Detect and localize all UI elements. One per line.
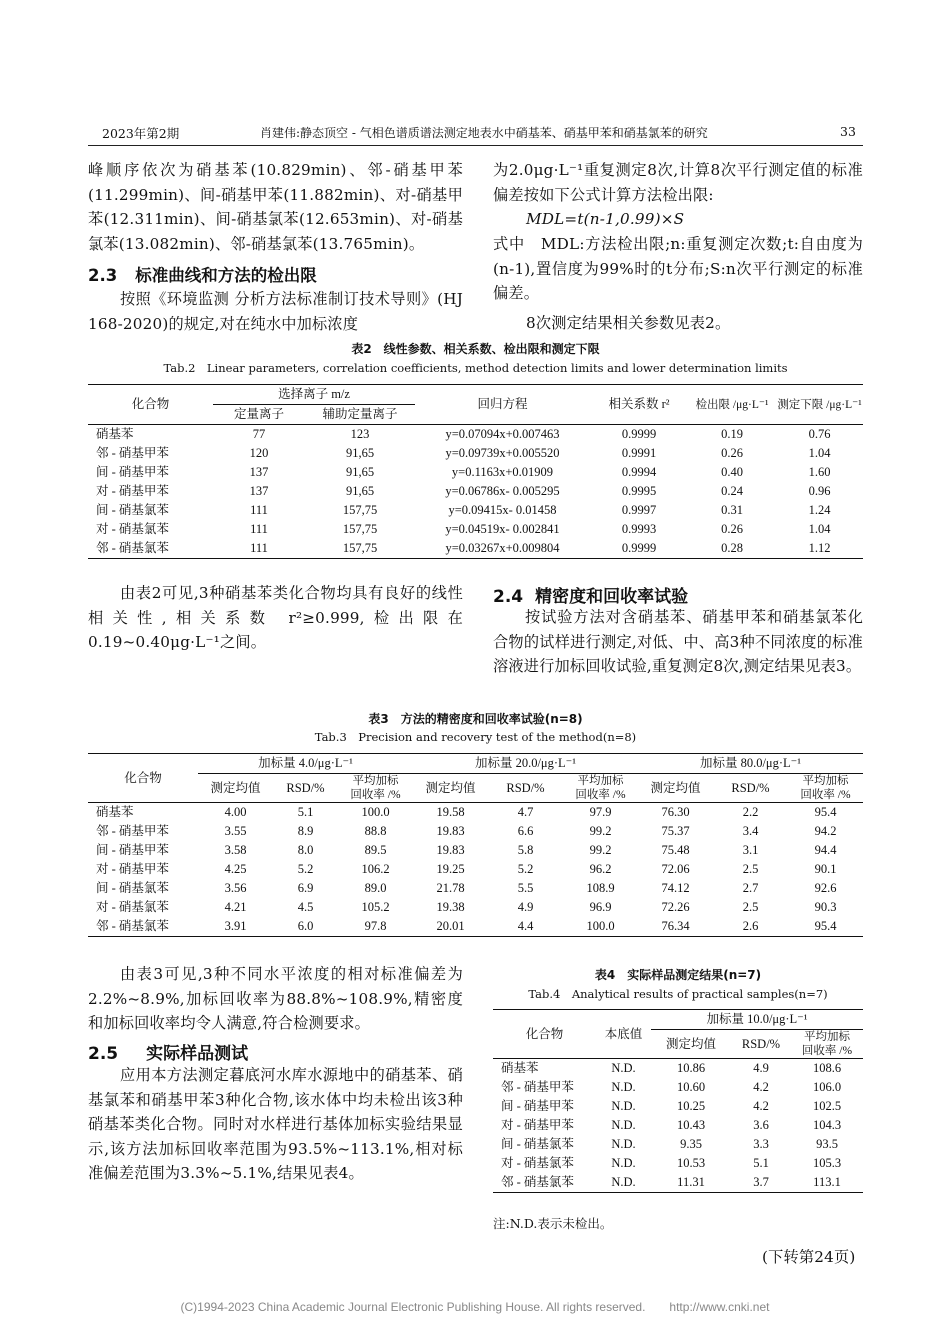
table-cell: 邻 - 硝基甲苯 [96,446,169,460]
table-cell: 111 [250,541,268,555]
table-cell: 硝基苯 [96,427,134,441]
table-cell: 间 - 硝基甲苯 [501,1099,574,1113]
table-cell: 1.60 [808,465,831,479]
table-cell: 10.86 [676,1061,706,1075]
table-cell: 4.21 [224,900,247,914]
section-title: 精密度和回收率试验 [535,587,689,607]
table-cell: N.D. [611,1080,636,1094]
table-cell: 3.7 [753,1175,769,1189]
table-cell: 0.28 [721,541,743,555]
table-cell: 76.34 [661,919,690,933]
table-cell: 96.9 [589,900,612,914]
table-cell: 137 [249,484,269,498]
table-cell: 157,75 [342,503,378,517]
table-cell: 5.2 [297,862,314,876]
table-cell: 4.4 [517,919,534,933]
table-cell: 0.24 [721,484,743,498]
table-cell: N.D. [611,1099,636,1113]
table-cell: 99.2 [589,843,612,857]
table-cell: 0.19 [721,427,743,441]
t3-header-rsd: RSD/% [488,774,563,803]
rec-line2: 回收率 /% [350,789,401,801]
t3-header-mean: 测定均值 [638,774,713,803]
table-cell: 3.58 [224,843,247,857]
table-cell: 10.25 [676,1099,706,1113]
table-cell: 97.8 [364,919,387,933]
table-cell: 104.3 [812,1118,842,1132]
table-cell: 8.0 [297,843,314,857]
table-cell: 3.1 [742,843,759,857]
table-cell: 91,65 [345,446,375,460]
header-rule [88,145,863,146]
table-cell: 2.7 [742,881,759,895]
table-cell: y=0.04519x- 0.002841 [445,522,560,536]
paragraph-formula-explanation: 式中 MDL:方法检出限;n:重复测定次数;t:自由度为(n-1),置信度为99%时的t分布;S:n次平行测定的标准偏差。 [493,235,863,303]
table-cell: 108.6 [812,1061,842,1075]
table-row [88,803,863,823]
copyright-footer: (C)1994-2023 China Academic Journal Electronic Publishing House. All rights reserved. http://www.cnki.net [180,1300,770,1314]
table-cell: 11.31 [677,1175,705,1189]
table-cell: 111 [250,522,268,536]
table-cell: 91,65 [345,465,375,479]
t2-header-ion-group: 选择离子 m/z [213,385,415,405]
table2-body [88,425,863,559]
table-cell: 91,65 [345,484,375,498]
table-cell: 间 - 硝基甲苯 [96,843,169,857]
table-cell: 0.9997 [621,503,657,517]
t3-header-group-high: 加标量 80.0/μg·L⁻¹ [638,754,863,774]
paragraph-table2-ref: 8次测定结果相关参数见表2。 [526,314,731,332]
table-cell: 4.9 [753,1061,769,1075]
table-cell: 对 - 硝基氯苯 [96,900,169,914]
t3-header-recovery [788,774,863,803]
table-cell: 对 - 硝基甲苯 [96,862,169,876]
t3-header-compound: 化合物 [88,754,198,803]
t3-header-recovery [338,774,413,803]
table-cell: 0.26 [721,522,743,536]
table-cell: y=0.09415x- 0.01458 [448,503,557,517]
table-cell: 20.01 [436,919,465,933]
table-cell: N.D. [611,1118,636,1132]
t4-header-rsd: RSD/% [731,1030,791,1059]
t2-header-mdl: 检出限 /μg·L⁻¹ [688,385,776,425]
table-cell: 间 - 硝基氯苯 [96,881,169,895]
table-cell: 21.78 [436,881,465,895]
table-cell: 1.24 [808,503,831,517]
t3-header-group-mid: 加标量 20.0/μg·L⁻¹ [413,754,638,774]
table-cell: 4.9 [517,900,534,914]
table-row [88,501,863,520]
table-cell: 3.4 [742,824,759,838]
table-cell: 3.55 [224,824,247,838]
t3-header-mean: 测定均值 [198,774,273,803]
table-row [493,1154,863,1173]
table-cell: y=0.07094x+0.007463 [445,427,560,441]
table-cell: 75.37 [661,824,690,838]
table-cell: y=0.03267x+0.009804 [445,541,560,555]
table-cell: 0.26 [721,446,743,460]
table-row [493,1059,863,1079]
table-cell: 对 - 硝基甲苯 [96,484,169,498]
table-cell: 3.3 [753,1137,769,1151]
table-cell: 8.9 [297,824,314,838]
table-cell: 5.1 [753,1156,769,1170]
table-row [88,860,863,879]
table-row [88,822,863,841]
table-cell: 100.0 [586,919,615,933]
paragraph-table3-result: 由表3可见,3种不同水平浓度的相对标准偏差为2.2%~8.9%,加标回收率为88.8%~108.9%,精密度和加标回收率均令人满意,符合检测要求。 [88,965,463,1033]
table-cell: 137 [249,465,269,479]
table2 [88,384,863,559]
table-row [88,539,863,559]
table-cell: 0.76 [808,427,831,441]
table-cell: 0.9999 [621,427,657,441]
rec-line2: 回收率 /% [800,789,851,801]
table-cell: 对 - 硝基氯苯 [501,1156,574,1170]
table-cell: 113.1 [813,1175,841,1189]
page-number: 33 [840,124,856,139]
table-cell: 106.2 [361,862,390,876]
table-cell: 92.6 [814,881,837,895]
section-title: 实际样品测试 [146,1044,249,1064]
section-number: 2.5 [88,1044,119,1064]
table-cell: 19.38 [436,900,465,914]
section-2-3-heading [88,262,317,286]
table-cell: 间 - 硝基氯苯 [501,1137,574,1151]
table2-caption-cn: 表2 线性参数、相关系数、检出限和测定下限 [351,342,600,356]
table-cell: 123 [350,427,370,441]
table-cell: 邻 - 硝基氯苯 [96,541,169,555]
table-cell: 19.25 [436,862,465,876]
table-cell: 0.9993 [621,522,657,536]
table-cell: 9.35 [680,1137,702,1151]
table-cell: 对 - 硝基氯苯 [96,522,169,536]
table-row [88,425,863,445]
paragraph-table2-result: 由表2可见,3种硝基苯类化合物均具有良好的线性相关性,相关系数 r²≥0.999,检出限在0.19~0.40μg·L⁻¹之间。 [88,584,463,652]
t4-header-recovery [791,1030,863,1059]
table-cell: y=0.1163x+0.01909 [451,465,554,479]
table-cell: 6.6 [517,824,534,838]
t3-header-mean: 测定均值 [413,774,488,803]
table-cell: 10.60 [676,1080,706,1094]
t2-header-quant-ion: 定量离子 [213,405,305,425]
t3-header-group-low: 加标量 4.0/μg·L⁻¹ [198,754,413,774]
table-cell: N.D. [611,1137,636,1151]
table-cell: 19.83 [436,843,465,857]
table-cell: y=0.06786x- 0.005295 [445,484,560,498]
running-title: 肖建伟:静态顶空 - 气相色谱质谱法测定地表水中硝基苯、硝基甲苯和硝基氯苯的研究 [260,126,708,140]
t3-header-rsd: RSD/% [273,774,338,803]
table-cell: 90.3 [814,900,837,914]
table-cell: 邻 - 硝基甲苯 [96,824,169,838]
table-cell: 95.4 [814,805,837,819]
table-cell: 111 [250,503,268,517]
table-cell: 4.2 [753,1099,769,1113]
table-cell: 2.5 [742,900,759,914]
table4-caption-cn: 表4 实际样品测定结果(n=7) [594,968,762,982]
table-cell: 间 - 硝基甲苯 [96,465,169,479]
table-cell: 6.9 [297,881,314,895]
table-cell: 硝基苯 [96,805,134,819]
table-cell: 94.4 [814,843,837,857]
journal-issue: 2023年第2期 [102,126,180,141]
table3-caption-cn: 表3 方法的精密度和回收率试验(n=8) [368,712,583,726]
table2-caption-en: Tab.2 Linear parameters, correlation coefficients, method detection limits and lower determination limits [163,361,788,375]
table-cell: 2.6 [742,919,759,933]
rec-line2: 回收率 /% [801,1045,853,1057]
table4 [493,1009,863,1193]
table3-subheader [88,774,863,803]
table-row [88,841,863,860]
section-title: 标准曲线和方法的检出限 [135,266,317,285]
table-cell: 99.2 [589,824,612,838]
t4-header-compound: 化合物 [493,1010,596,1059]
table4-caption-en: Tab.4 Analytical results of practical samples(n=7) [528,987,828,1001]
t2-header-equation: 回归方程 [415,385,590,425]
paragraph-precision: 按试验方法对含硝基苯、硝基甲苯和硝基氯苯化合物的试样进行测定,对低、中、高3种不同浓度的标准溶液进行加标回收试验,重复测定8次,测定结果见表3。 [493,608,863,676]
table-cell: 89.0 [364,881,387,895]
section-number: 2.3 [88,266,118,285]
continued-note: (下转第24页) [762,1248,856,1266]
table-cell: 75.48 [661,843,690,857]
table4-note: 注:N.D.表示未检出。 [493,1216,613,1231]
table-cell: 0.96 [808,484,831,498]
table-cell: 157,75 [342,522,378,536]
table-cell: 74.12 [661,881,690,895]
table-cell: 106.0 [812,1080,842,1094]
table-cell: 105.3 [812,1156,842,1170]
table-cell: 4.2 [753,1080,769,1094]
table-cell: 3.6 [753,1118,769,1132]
table-cell: 3.91 [224,919,247,933]
table-cell: 6.0 [297,919,314,933]
t4-header-group: 加标量 10.0/μg·L⁻¹ [651,1010,863,1030]
table-row [88,482,863,501]
table-cell: 0.9999 [621,541,657,555]
table-row [88,879,863,898]
t3-header-rsd: RSD/% [713,774,788,803]
t3-header-recovery [563,774,638,803]
table-row [493,1078,863,1097]
table-row [493,1116,863,1135]
table-cell: 4.25 [224,862,247,876]
table-cell: 96.2 [589,862,612,876]
rec-line1: 平均加标 [804,1031,850,1043]
table-cell: 105.2 [361,900,390,914]
rec-line1: 平均加标 [577,775,624,787]
table-cell: 5.2 [517,862,534,876]
table-cell: 157,75 [342,541,378,555]
table3-body [88,803,863,937]
table-cell: y=0.09739x+0.005520 [445,446,560,460]
paragraph-peak-order: 峰顺序依次为硝基苯(10.829min)、邻-硝基甲苯(11.299min)、间-硝基甲苯(11.882min)、对-硝基甲苯(12.311min)、间-硝基氯苯(12.653min)、对-硝基氯苯(13.082min)、邻-硝基氯苯(13.765min)。 [88,161,463,253]
table3-caption-en: Tab.3 Precision and recovery test of the method(n=8) [314,730,637,744]
paragraph-hj168: 按照《环境监测 分析方法标准制订技术导则》(HJ 168-2020)的规定,对在纯水中加标浓度 [88,290,463,333]
table-cell: 对 - 硝基甲苯 [501,1118,574,1132]
table-cell: 邻 - 硝基甲苯 [501,1080,574,1094]
table-cell: 0.31 [721,503,743,517]
table-row [493,1135,863,1154]
rec-line1: 平均加标 [802,775,849,787]
table-cell: 10.53 [676,1156,706,1170]
table-cell: 1.12 [808,541,831,555]
table-row [88,917,863,937]
table-row [88,520,863,539]
table-cell: 108.9 [586,881,615,895]
table-cell: 97.9 [589,805,612,819]
table-cell: 硝基苯 [501,1061,539,1075]
table-cell: 5.1 [297,805,314,819]
table-cell: 89.5 [364,843,387,857]
table-row [88,898,863,917]
table-cell: 0.9991 [621,446,657,460]
table-cell: 19.58 [436,805,465,819]
table-cell: 5.5 [517,881,534,895]
table-cell: 90.1 [814,862,837,876]
table-row [493,1097,863,1116]
table-cell: 5.8 [517,843,534,857]
table-cell: 4.00 [224,805,247,819]
paragraph-real-sample: 应用本方法测定暮底河水库水源地中的硝基苯、硝基氯苯和硝基甲苯3种化合物,该水体中均未检出该3种硝基苯类化合物。同时对水样进行基体加标实验结果显示,该方法加标回收率范围为93.5%~113.1%,相对标准偏差范围为3.3%~5.1%,结果见表4。 [88,1066,463,1183]
table-cell: 72.26 [661,900,690,914]
table-row [493,1173,863,1193]
table-cell: 邻 - 硝基氯苯 [96,919,169,933]
table-cell: 88.8 [364,824,387,838]
table-cell: 94.2 [814,824,837,838]
t2-header-aux-ion: 辅助定量离子 [305,405,415,425]
t2-header-compound: 化合物 [88,385,213,425]
section-number: 2.4 [493,587,524,607]
table-cell: 2.5 [742,862,759,876]
table-cell: N.D. [611,1156,636,1170]
table-cell: 0.40 [721,465,743,479]
table-cell: N.D. [611,1175,636,1189]
table-cell: 93.5 [816,1137,838,1151]
table-cell: 邻 - 硝基氯苯 [501,1175,574,1189]
table-cell: 10.43 [676,1118,706,1132]
table-cell: 2.2 [742,805,759,819]
table-cell: 3.56 [224,881,247,895]
table-cell: 72.06 [661,862,690,876]
table3 [88,753,863,937]
rec-line2: 回收率 /% [575,789,626,801]
t2-header-lod: 测定下限 /μg·L⁻¹ [776,385,863,425]
section-2-5-heading [88,1039,248,1064]
t4-header-background: 本底值 [596,1010,651,1059]
formula-mdl: MDL=t(n-1,0.99)×S [526,210,685,228]
table-cell: 100.0 [361,805,390,819]
rec-line1: 平均加标 [352,775,399,787]
t4-header-mean: 测定均值 [651,1030,731,1059]
table-cell: 0.9994 [621,465,657,479]
table-cell: 102.5 [812,1099,842,1113]
t2-header-r2: 相关系数 r² [590,385,688,425]
table-cell: N.D. [611,1061,636,1075]
table-cell: 间 - 硝基氯苯 [96,503,169,517]
table-cell: 76.30 [661,805,690,819]
table-cell: 120 [249,446,269,460]
table-cell: 19.83 [436,824,465,838]
table-cell: 4.5 [297,900,314,914]
table-cell: 1.04 [808,522,831,536]
table-cell: 4.7 [517,805,534,819]
table-cell: 77 [252,427,266,441]
table-row [88,444,863,463]
table-cell: 0.9995 [621,484,657,498]
table4-body [493,1059,863,1193]
paragraph-repeat-measure: 为2.0μg·L⁻¹重复测定8次,计算8次平行测定值的标准偏差按如下公式计算方法检出限: [493,161,863,204]
table-row [88,463,863,482]
table-cell: 1.04 [808,446,831,460]
section-2-4-heading [493,582,688,607]
table-cell: 95.4 [814,919,837,933]
